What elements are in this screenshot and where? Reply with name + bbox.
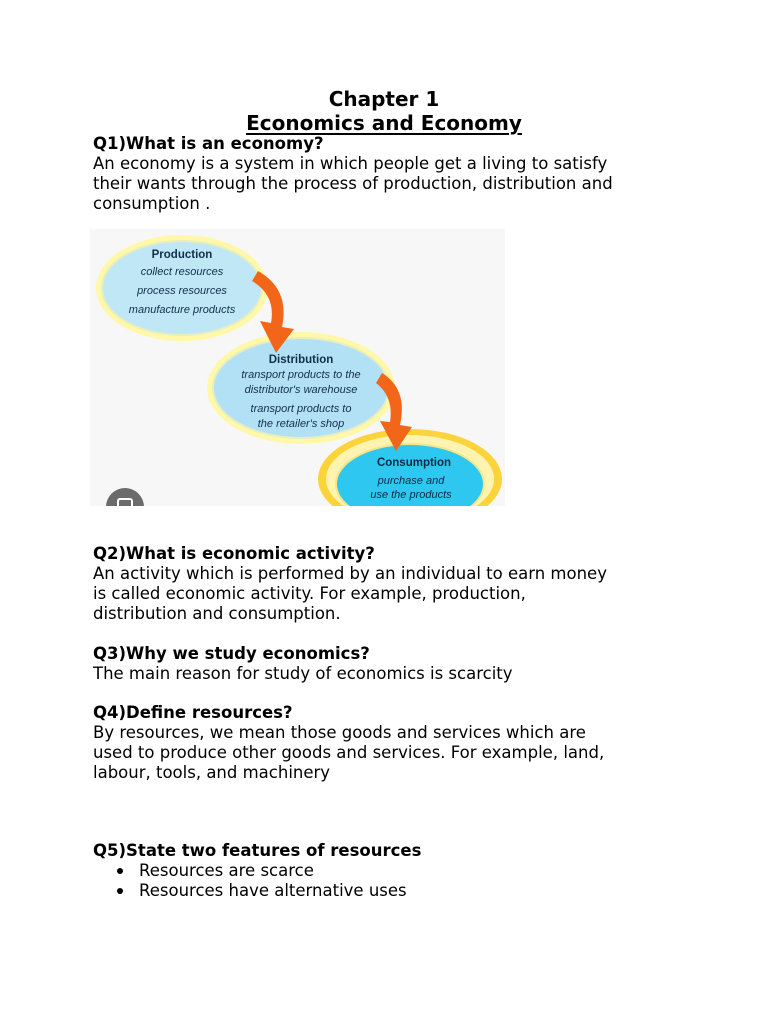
answer-line: used to produce other goods and services. For example, land,	[93, 743, 605, 762]
production-line: process resources	[137, 285, 227, 297]
answer-2	[93, 564, 693, 624]
answer-line: their wants through the process of production, distribution and	[93, 174, 613, 193]
distribution-title: Distribution	[268, 354, 334, 366]
economy-flow-diagram	[90, 229, 505, 506]
list-item: Resources are scarce	[93, 861, 407, 881]
answer-line: By resources, we mean those goods and services which are	[93, 723, 586, 742]
distribution-line: the retailer's shop	[257, 418, 345, 430]
answer-line: An economy is a system in which people get a living to satisfy	[93, 154, 608, 173]
question-1: Q1)What is an economy?	[93, 134, 324, 153]
chapter-heading: Chapter 1	[328, 87, 440, 111]
production-title: Production	[151, 249, 213, 261]
production-line: manufacture products	[128, 304, 236, 316]
chapter-title: Economics and Economy	[246, 111, 522, 135]
distribution-line: transport products to the	[241, 369, 361, 381]
list-item: Resources have alternative uses	[93, 881, 407, 901]
answer-1	[93, 154, 693, 214]
question-5: Q5)State two features of resources	[93, 841, 422, 860]
consumption-title: Consumption	[376, 457, 452, 469]
question-2: Q2)What is economic activity?	[93, 544, 375, 563]
consumption-line: use the products	[370, 489, 452, 501]
answer-3	[93, 664, 693, 684]
answer-line: An activity which is performed by an individual to earn money	[93, 564, 607, 583]
distribution-line: distributor's warehouse	[244, 384, 358, 396]
question-4: Q4)Define resources?	[93, 703, 293, 722]
answer-line: distribution and consumption.	[93, 604, 341, 623]
answer-line: labour, tools, and machinery	[93, 763, 331, 782]
features-list	[93, 861, 407, 901]
distribution-line: transport products to	[250, 403, 352, 415]
answer-line: consumption .	[93, 194, 211, 213]
answer-4	[93, 723, 693, 783]
consumption-line: purchase and	[377, 475, 445, 487]
answer-line: The main reason for study of economics is scarcity	[93, 664, 513, 683]
lens-icon[interactable]	[106, 488, 144, 506]
production-line: collect resources	[140, 266, 224, 278]
answer-line: is called economic activity. For example, production,	[93, 584, 526, 603]
question-3: Q3)Why we study economics?	[93, 644, 370, 663]
